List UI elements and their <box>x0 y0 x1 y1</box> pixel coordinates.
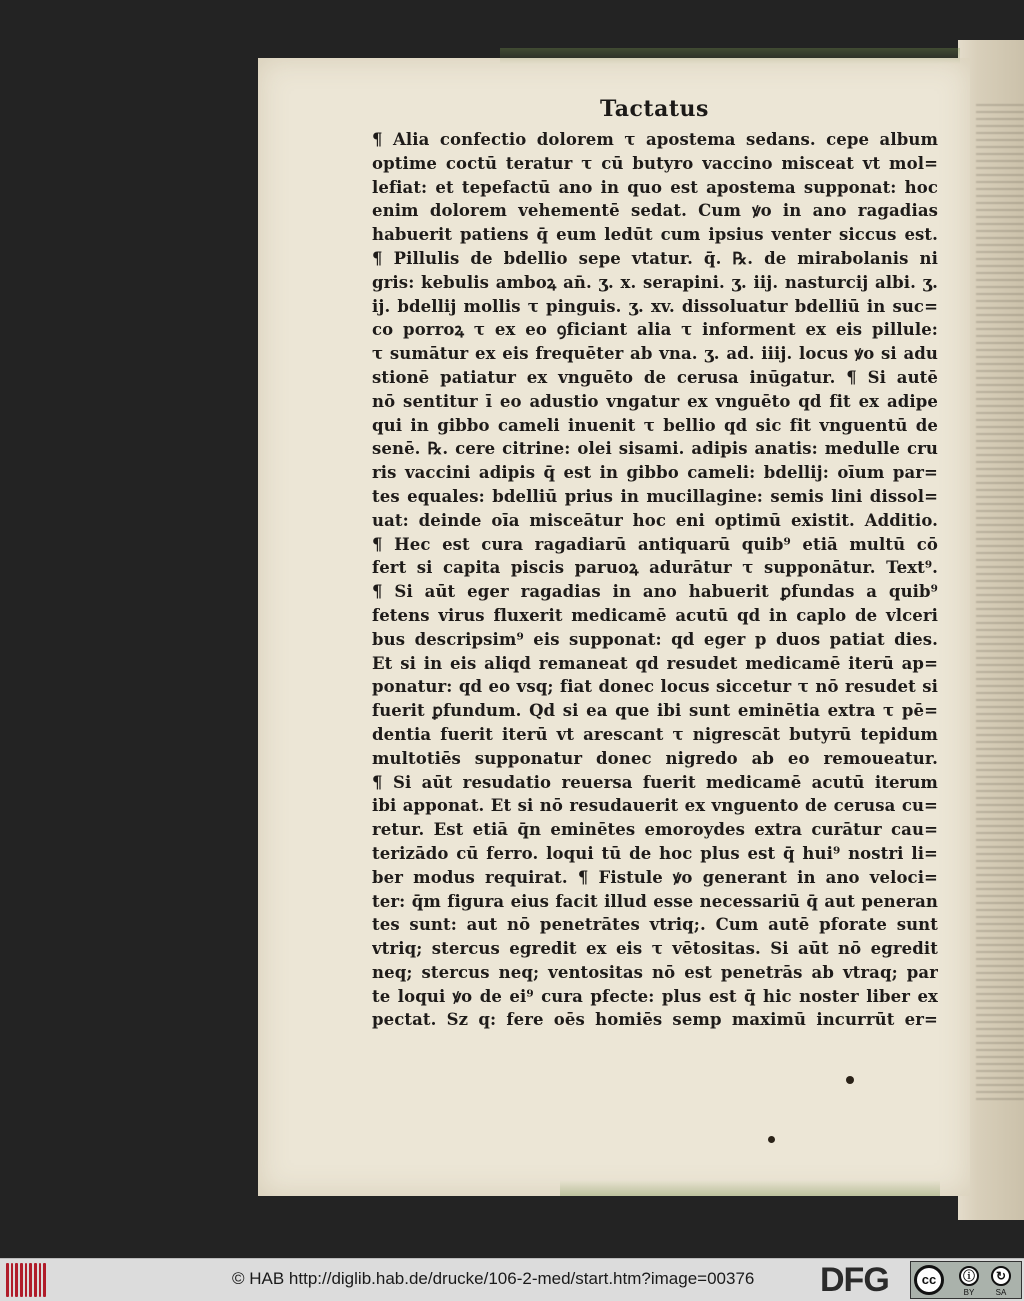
text-line: ¶ Si aūt resudatio reuersa fuerit medicamē acutū iterum <box>372 772 938 792</box>
text-line: ponatur: qd eo vsq; fiat donec locus siccetur τ nō resudet si <box>372 677 938 697</box>
text-line: Et si in eis aliqd remaneat qd resudet medicamē iterū ap= <box>372 653 938 673</box>
text-block <box>372 128 938 1032</box>
page-stain-bottom <box>560 1180 940 1196</box>
text-line: multotiēs supponatur donec nigredo ab eo remoueatur. <box>372 748 938 768</box>
text-line: pectat. Sz q: fere oēs homiēs semp maximū incurrūt er= <box>372 1010 938 1030</box>
text-line: fuerit ꝑfundum. Qd si ea que ibi sunt eminētia extra τ pē= <box>372 701 938 721</box>
text-line: tes sunt: aut nō penetrātes vtriq;. Cum autē pforate sunt <box>372 915 938 935</box>
text-line: ij. bdellij mollis τ pinguis. ʒ. xv. dissoluatur bdelliū in suc= <box>372 296 938 316</box>
running-head: Tactatus <box>600 96 709 122</box>
text-line: dentia fuerit iterū vt arescant τ nigrescāt butyrū tepidum <box>372 724 938 744</box>
text-line: ¶ Si aūt eger ragadias in ano habuerit ꝑfundas a quib⁹ <box>372 582 938 602</box>
text-line: optime coctū teratur τ cū butyro vaccino misceat vt mol= <box>372 153 938 173</box>
text-line: stionē patiatur ex vnguēto de cerusa inūgatur. ¶ Si autē <box>372 367 938 387</box>
text-line: ¶ Hec est cura ragadiarū antiquarū quib⁹ etiā multū cō <box>372 534 938 554</box>
ink-spot <box>768 1136 775 1143</box>
text-line: τ sumātur ex eis frequēter ab vna. ʒ. ad. iiij. locus ꝟo si adu <box>372 344 938 364</box>
text-line: habuerit patiens q̄ eum ledūt cum ipsius venter siccus est. <box>372 225 938 245</box>
text-line: neq; stercus neq; ventositas nō est penetrās ab vtraq; par <box>372 962 938 982</box>
text-line: terizādo cū ferro. loqui tū de hoc plus est q̄ hui⁹ nostri li= <box>372 843 938 863</box>
text-line: ¶ Pillulis de bdellio sepe vtatur. q̄. ℞. de mirabolanis ni <box>372 248 938 268</box>
text-line: fetens virus fluxerit medicamē acutū qd in caplo de vlceri <box>372 605 938 625</box>
by-label: BY <box>963 1288 975 1297</box>
page-stain-top <box>500 48 960 64</box>
by-icon: ⓘ <box>959 1266 979 1286</box>
cc-icon: cc <box>914 1265 944 1295</box>
text-line: fert si capita piscis paruoꝝ adurātur τ supponātur. Text⁹. <box>372 558 938 578</box>
cc-license-badge[interactable] <box>910 1261 1022 1299</box>
text-line: ber modus requirat. ¶ Fistule ꝟo generant in ano veloci= <box>372 867 938 887</box>
show-through-text <box>976 100 1024 1100</box>
ink-spot <box>846 1076 854 1084</box>
dfg-logo[interactable]: DFG <box>820 1261 889 1299</box>
text-line: qui in gibbo cameli inuenit τ bellio qd sic fit vnguentū de <box>372 415 938 435</box>
text-line: senē. ℞. cere citrine: olei sisami. adipis anatis: medulle cru <box>372 439 938 459</box>
text-line: uat: deinde oīa misceātur hoc eni optimū existit. Additio. <box>372 510 938 530</box>
text-line: retur. Est etiā q̄n eminētes emoroydes extra curātur cau= <box>372 820 938 840</box>
copyright-link[interactable]: © HAB http://diglib.hab.de/drucke/106-2-med/start.htm?image=00376 <box>232 1269 755 1288</box>
text-line: vtriq; stercus egredit ex eis τ vētositas. Si aūt nō egredit <box>372 939 938 959</box>
text-line: lefiat: et tepefactū ano in quo est apostema supponat: hoc <box>372 177 938 197</box>
text-line: tes equales: bdelliū prius in mucillagine: semis lini dissol= <box>372 486 938 506</box>
text-line: te loqui ꝟo de ei⁹ cura pfecte: plus est q̄ hic noster liber ex <box>372 986 938 1006</box>
text-line: gris: kebulis amboꝝ an̄. ʒ. x. serapini. ʒ. iij. nasturcij albi. ʒ. <box>372 272 938 292</box>
text-line: co porroꝝ τ ex eo ꝯficiant alia τ informent ex eis pillule: <box>372 320 938 340</box>
text-line: enim dolorem vehementē sedat. Cum ꝟo in ano ragadias <box>372 201 938 221</box>
sa-icon: ↻ <box>991 1266 1011 1286</box>
hab-logo-icon[interactable] <box>6 1263 46 1297</box>
text-line: ris vaccini adipis q̄ est in gibbo cameli: bdellij: oīum par= <box>372 463 938 483</box>
text-line: nō sentitur ī eo adustio vngatur ex vnguēto qd fit ex adipe <box>372 391 938 411</box>
text-line: ter: q̄m figura eius facit illud esse necessariū q̄ aut peneran <box>372 891 938 911</box>
text-line: ibi apponat. Et si nō resudauerit ex vnguento de cerusa cu= <box>372 796 938 816</box>
viewer-footer <box>0 1258 1024 1301</box>
sa-label: SA <box>995 1288 1007 1297</box>
text-line: ¶ Alia confectio dolorem τ apostema sedans. cepe album <box>372 130 938 149</box>
text-line: bus descripsim⁹ eis supponat: qd eger p duos patiat dies. <box>372 629 938 649</box>
